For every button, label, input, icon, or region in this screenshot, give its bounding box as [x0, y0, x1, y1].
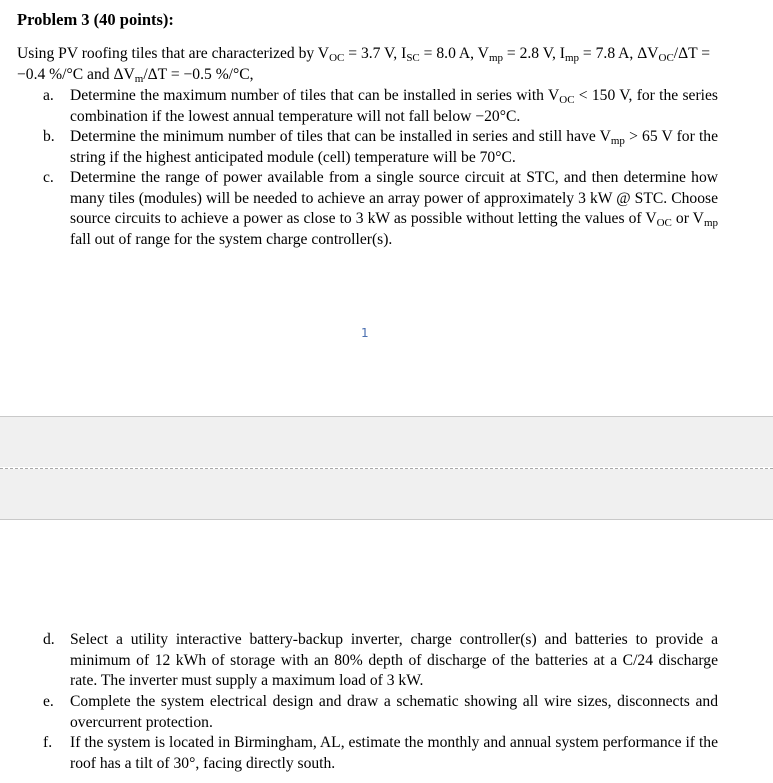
- list-item-c: [43, 168, 718, 250]
- vmp-subscript: mp: [703, 217, 718, 229]
- list-item-e: [43, 692, 718, 733]
- intro-text: = 3.7 V, I: [344, 45, 407, 62]
- vmp-subscript: mp: [488, 52, 504, 64]
- dvm-subscript: m: [134, 72, 144, 85]
- voc-subscript: OC: [329, 52, 345, 64]
- item-text-part: Determine the minimum number of tiles that can be installed in series and still have V: [70, 128, 611, 145]
- page-break-gap: [0, 417, 773, 467]
- item-label: b.: [43, 128, 55, 145]
- item-label: d.: [43, 631, 55, 648]
- item-text: [70, 168, 718, 250]
- page-number: 1: [361, 326, 369, 340]
- item-text-part: > 65 V for the string if the highest anticipated module (cell) temperature will be 70°C.: [70, 128, 718, 166]
- item-text-part: Determine the maximum number of tiles that can be installed in series with V: [70, 87, 560, 104]
- intro-text: = 2.8 V, I: [503, 45, 565, 62]
- intro-text: /ΔT = −0.5 %/°C,: [143, 65, 254, 83]
- imp-subscript: mp: [564, 52, 580, 64]
- list-item-b: [43, 127, 718, 168]
- item-text-part: or V: [671, 210, 704, 227]
- dvoc-subscript: OC: [658, 52, 674, 64]
- item-text-part: Determine the range of power available from a single source circuit at STC, and then determine how many tiles (modules) will be needed to achieve an array power of approximately 3 kW @ STC. Choose source circuits to achieve a power as close to 3 kW as possible without letting the values of V: [70, 169, 718, 227]
- item-text: [70, 127, 718, 168]
- vmp-subscript: mp: [610, 135, 625, 147]
- item-text: Complete the system electrical design and draw a schematic showing all wire sizes, disconnects and overcurrent protection.: [70, 693, 718, 731]
- intro-text: = 8.0 A, V: [419, 45, 489, 62]
- item-label: f.: [43, 734, 53, 751]
- intro-text: Using PV roofing tiles that are characterized by V: [17, 45, 330, 62]
- list-item-a: [43, 86, 718, 127]
- problem-title: Problem 3 (40 points):: [17, 10, 174, 29]
- item-label: a.: [43, 87, 54, 104]
- intro-text: = 7.8 A, ΔV: [579, 45, 659, 62]
- item-text-part: < 150 V, for the series combination if the lowest annual temperature will not fall below −20°C.: [70, 87, 718, 125]
- item-text: [70, 86, 718, 127]
- voc-subscript: OC: [656, 217, 672, 229]
- page-break-gap: [0, 469, 773, 519]
- problem-intro: [17, 44, 717, 85]
- intro-text: /ΔT = −0.4 %/°C and ΔV: [17, 45, 711, 83]
- item-text: Select a utility interactive battery-backup inverter, charge controller(s) and batteries to provide a minimum of 12 kWh of storage with an 80% depth of discharge of the batteries at a C/24 discharge rate. The inverter must supply a maximum load of 3 kW.: [70, 631, 718, 689]
- voc-subscript: OC: [559, 94, 575, 106]
- isc-subscript: SC: [406, 52, 420, 64]
- item-text-part: fall out of range for the system charge controller(s).: [70, 230, 393, 248]
- item-text: If the system is located in Birmingham, AL, estimate the monthly and annual system performance if the roof has a tilt of 30°, facing directly south.: [70, 734, 718, 772]
- page-break-line: [0, 519, 773, 520]
- list-item-f: [43, 733, 718, 774]
- list-item-d: [43, 630, 718, 692]
- item-label: c.: [43, 169, 54, 186]
- item-label: e.: [43, 693, 54, 710]
